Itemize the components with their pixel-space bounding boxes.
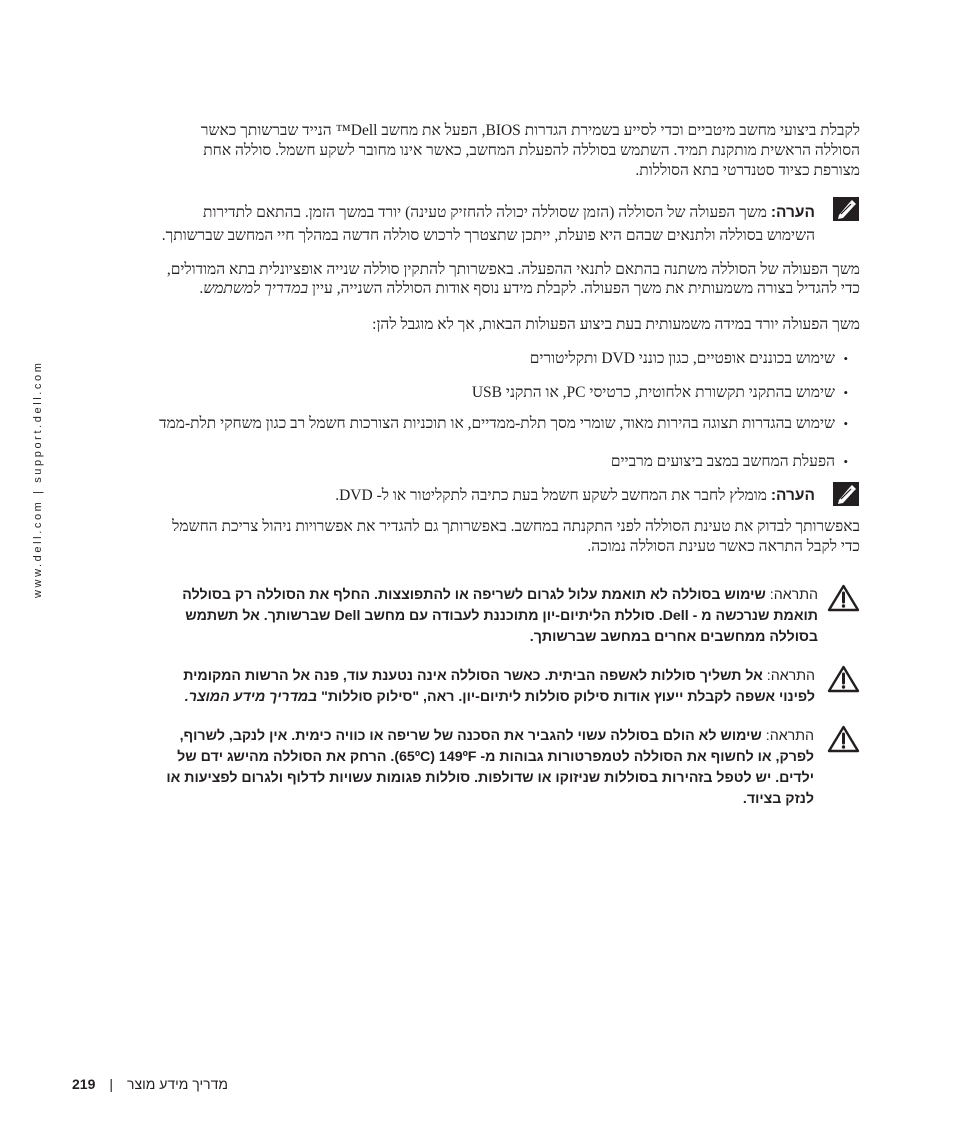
note-2: [158, 486, 860, 506]
reduced-intro-paragraph: משך הפעולה יורד במידה משמעותית בעת ביצוע הפעולות הבאות, אך לא מוגבל להן:: [372, 316, 860, 333]
page-number: 219: [72, 1076, 96, 1092]
warning-1: [158, 585, 860, 648]
list-item: • שימוש בכוננים אופטיים, כגון כונני DVD ותקליטורים: [158, 349, 860, 369]
note-label: הערה:: [770, 487, 815, 504]
side-url-text: www.dell.com | support.dell.com: [32, 360, 44, 598]
pencil-note-icon: [833, 482, 859, 506]
note-label: הערה:: [770, 204, 815, 221]
warning-triangle-icon: [827, 665, 860, 693]
warning-label: התראה:: [769, 587, 818, 603]
guide-title: מדריך מידע מוצר: [127, 1076, 228, 1092]
page-content: [158, 121, 860, 810]
warning-2: [158, 666, 860, 708]
list-item: • שימוש בהתקני תקשורת אלחוטית, כרטיסי PC, או התקני USB: [158, 383, 860, 403]
warning-triangle-icon: [827, 584, 860, 612]
note-text: מומלץ לחבר את המחשב לשקע חשמל בעת כתיבה לתקליטור או ל- DVD.: [335, 487, 771, 504]
operating-time-end: .: [199, 279, 204, 297]
note-text: משך הפעולה של הסוללה (הזמן שסוללה יכולה להחזיק טעינה) יורד במשך הזמן. בהתאם לתדירות השימוש בסוללה ולתנאים שבהם היא פועלת, ייתכן שתצטרך לרכוש סוללה חדשה במהלך חיי המחשב שברשותך.: [161, 204, 815, 244]
check-charge-paragraph: באפשרותך לבדוק את טעינת הסוללה לפני התקנתה במחשב. באפשרותך גם להגדיר את אפשרויות ניהול צריכת החשמל כדי לקבל התראה כאשר טעינת הסוללה נמוכה.: [172, 518, 860, 555]
page-footer: [72, 1076, 228, 1092]
operating-time-paragraph: [158, 261, 860, 298]
intro-paragraph: לקבלת ביצועי מחשב מיטביים וכדי לסייע בשמירת הגדרות BIOS, הפעל את מחשב Dell™ הנייד שברשותך כאשר הסוללה הראשית מותקנת תמיד. השתמש בסוללה להפעלת המחשב, כאשר אינו מחובר לשקע חשמל. סוללה אחת מצורפת כציוד סטנדרטי בתא הסוללות.: [200, 122, 860, 179]
list-item: • הפעלת המחשב במצב ביצועים מרביים: [158, 452, 860, 472]
list-item: • שימוש בהגדרות תצוגה בהירות מאוד, שומרי מסך תלת-ממדיים, או תוכניות הצורכות חשמל רב כגון משחקי תלת-ממד: [158, 414, 860, 434]
footer-separator: |: [109, 1076, 113, 1092]
warning-triangle-icon: [827, 725, 860, 753]
note-1: [158, 201, 860, 247]
pencil-note-icon: [833, 197, 859, 221]
product-guide-reference: במדריך מידע המוצר.: [184, 689, 318, 705]
bullet-list: [158, 349, 860, 472]
warning-3: [158, 726, 860, 810]
side-url: [30, 124, 52, 604]
warning-text: שימוש לא הולם בסוללה עשוי להגביר את הסכנה של שריפה או כוויה כימית. אין לנקב, לשרוף, לפרק, או לחשוף את הסוללה לטמפרטורות גבוהות מ- 65ºC) 149ºF). הרחק את הסוללה מהישג ידם של ילדים. יש לטפל בזהירות בסוללות שניזוקו או שדולפות. סוללות פגומות עשויות לדלוף ולגרום לפציעות או לנזק בציוד.: [166, 728, 814, 807]
warning-label: התראה:: [765, 728, 814, 744]
warning-text: שימוש בסוללה לא תואמת עלול לגרום לשריפה או להתפוצצות. החלף את הסוללה רק בסוללה תואמת שנרכשה מ - Dell. סוללת הליתיום-יון מתוכננת לעבודה עם מחשב Dell שברשותך. אל תשתמש בסוללה ממחשבים אחרים במחשב שברשותך.: [182, 587, 818, 645]
warning-text: אל תשליך סוללות לאשפה הביתית. כאשר הסוללה אינה נטענת עוד, פנה אל הרשות המקומית לפינוי אשפה לקבלת ייעוץ אודות סילוק סוללות ליתיום-יון. ראה, "סילוק סוללות": [183, 668, 815, 705]
operating-time-text: משך הפעולה של הסוללה משתנה בהתאם לתנאי ההפעלה. באפשרותך להתקין סוללה שנייה אופציונלית בתא המודולים, כדי להגדיל בצורה משמעותית את משך הפעולה. לקבלת מידע נוסף אודות הסוללה השנייה, עיין: [166, 261, 860, 297]
user-guide-reference: במדריך למשתמש: [203, 279, 309, 297]
warning-label: התראה:: [766, 668, 815, 684]
